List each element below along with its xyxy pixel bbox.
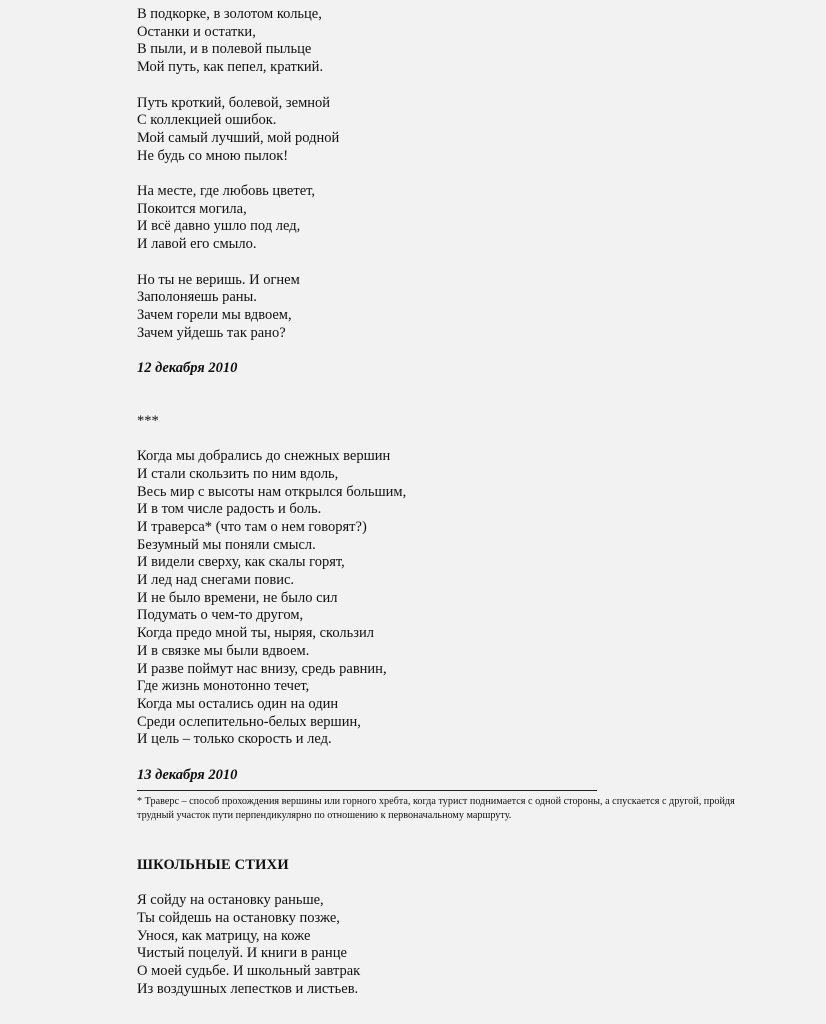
verse-line: Мой путь, как пепел, краткий. bbox=[137, 59, 324, 76]
verse-line: И лавой его смыло. bbox=[137, 236, 257, 253]
poem-2 bbox=[137, 413, 797, 822]
stanza-gap bbox=[137, 875, 797, 893]
verse-line: Зачем уйдешь так рано? bbox=[137, 324, 286, 341]
verse-line: Не будь со мною пылок! bbox=[137, 147, 289, 164]
verse-line: Ты сойдешь на остановку позже, bbox=[137, 909, 340, 926]
verse-line: И всё давно ушло под лед, bbox=[137, 218, 301, 235]
verse-line: На месте, где любовь цветет, bbox=[137, 183, 316, 199]
poem-3 bbox=[137, 857, 797, 999]
verse-line: И стали скользить по ним вдоль, bbox=[137, 465, 339, 482]
verse-line: Безумный мы поняли смысл. bbox=[137, 536, 316, 553]
verse-line: Останки и остатки, bbox=[137, 23, 256, 40]
poem-2-date: 13 декабря 2010 bbox=[137, 766, 238, 783]
verse-line: Путь кроткий, болевой, земной bbox=[137, 94, 331, 111]
section-gap bbox=[137, 378, 797, 413]
verse-line: И видели сверху, как скалы горят, bbox=[137, 554, 345, 571]
verse-line: Но ты не веришь. И огнем bbox=[137, 271, 300, 288]
verse-line: И в том числе радость и боль. bbox=[137, 501, 322, 518]
verse-line: И лед над снегами повис. bbox=[137, 572, 295, 589]
verse-line: Мой самый лучший, мой родной bbox=[137, 129, 340, 146]
poem-1-stanza-4 bbox=[137, 272, 797, 343]
poem-1 bbox=[137, 6, 797, 378]
poem-3-stanza bbox=[137, 892, 797, 998]
verse-line: И в связке мы были вдвоем. bbox=[137, 642, 310, 659]
stanza-gap bbox=[137, 77, 797, 95]
verse-line: Когда мы остались один на один bbox=[137, 695, 339, 712]
verse-line: Где жизнь монотонно течет, bbox=[137, 678, 310, 695]
poem-1-date: 12 декабря 2010 bbox=[137, 360, 238, 376]
verse-line: В пыли, и в полевой пыльце bbox=[137, 41, 312, 58]
verse-line: Когда мы добрались до снежных вершин bbox=[137, 448, 391, 465]
verse-line: Весь мир с высоты нам открылся большим, bbox=[137, 483, 407, 500]
verse-line: И траверса* (что там о нем говорят?) bbox=[137, 518, 367, 535]
verse-line: Когда предо мной ты, ныряя, скользил bbox=[137, 625, 374, 642]
verse-line: И цель – только скорость и лед. bbox=[137, 731, 332, 748]
section-gap bbox=[137, 822, 797, 857]
verse-line: Подумать о чем-то другом, bbox=[137, 607, 304, 624]
stanza-gap bbox=[137, 749, 797, 767]
poem-1-stanza-2 bbox=[137, 95, 797, 166]
stanza-gap bbox=[137, 342, 797, 360]
verse-line: Из воздушных лепестков и листьев. bbox=[137, 980, 359, 997]
verse-line: Зачем горели мы вдвоем, bbox=[137, 306, 292, 323]
stanza-gap bbox=[137, 165, 797, 183]
verse-line: С коллекцией ошибок. bbox=[137, 112, 277, 129]
verse-line: И не было времени, не было сил bbox=[137, 589, 338, 606]
verse-line: Я сойду на остановку раньше, bbox=[137, 892, 324, 909]
poem-1-stanza-1 bbox=[137, 6, 797, 77]
footnote: * Траверс – способ прохождения вершины или горного хребта, когда турист поднимается с одной стороны, а спускается с другой, пройдя трудный участок пути перпендикулярно по отношению к первоначальному маршруту. bbox=[137, 796, 735, 821]
verse-line: Чистый поцелуй. И книги в ранце bbox=[137, 945, 347, 962]
poem-2-stanza bbox=[137, 448, 797, 749]
verse-line: Унося, как матрицу, на коже bbox=[137, 927, 311, 944]
verse-line: Среди ослепительно-белых вершин, bbox=[137, 713, 361, 730]
verse-line: И разве поймут нас внизу, средь равнин, bbox=[137, 660, 387, 677]
stanza-gap bbox=[137, 430, 797, 448]
poem-1-stanza-3 bbox=[137, 183, 797, 254]
verse-line: О моей судьбе. И школьный завтрак bbox=[137, 963, 361, 980]
footnote-divider bbox=[137, 790, 597, 791]
verse-line: Покоится могила, bbox=[137, 200, 247, 217]
page-content bbox=[137, 6, 797, 998]
poem-3-title: ШКОЛЬНЫЕ СТИХИ bbox=[137, 856, 289, 873]
stanza-gap bbox=[137, 254, 797, 272]
poem-2-separator: *** bbox=[137, 412, 159, 429]
verse-line: Заполоняешь раны. bbox=[137, 289, 257, 306]
verse-line: В подкорке, в золотом кольце, bbox=[137, 6, 322, 22]
